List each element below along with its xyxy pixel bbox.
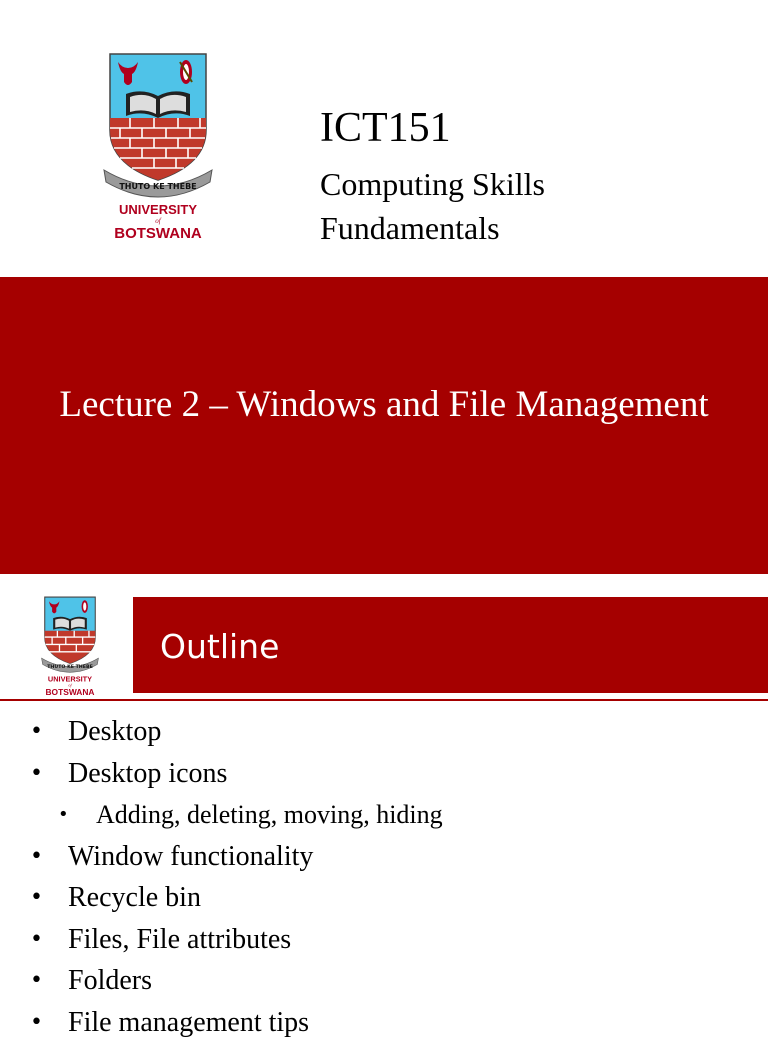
- bullet-text: Desktop: [68, 716, 162, 747]
- outline-bullet-list: [0, 711, 768, 1043]
- bullet-icon: •: [30, 885, 43, 910]
- logo-university-of: of: [155, 217, 161, 225]
- bullet-text: Folders: [68, 965, 152, 996]
- university-of-botswana-logo: [100, 52, 216, 242]
- outline-slide: [0, 578, 768, 1038]
- course-code: ICT151: [320, 105, 451, 151]
- lecture-title: Lecture 2 – Windows and File Management: [59, 384, 709, 425]
- title-underline: [0, 699, 768, 701]
- bullet-item: [0, 919, 768, 961]
- course-name: [320, 162, 545, 250]
- bullet-icon: •: [30, 1009, 43, 1035]
- outline-title-band: [133, 597, 768, 693]
- sub-bullet-item: [0, 794, 768, 836]
- logo-university-of: of: [68, 682, 72, 688]
- brick-wall-icon: [110, 118, 206, 180]
- bullet-icon: •: [30, 926, 43, 952]
- bullet-icon: •: [30, 968, 43, 993]
- course-name-line2: Fundamentals: [320, 210, 500, 246]
- bullet-icon: •: [58, 804, 69, 825]
- logo-university-line1: UNIVERSITY: [118, 202, 198, 217]
- logo-university-line2: BOTSWANA: [45, 686, 95, 696]
- outline-title: Outline: [160, 627, 280, 666]
- bullet-text: Files, File attributes: [68, 923, 292, 955]
- brick-wall-icon: [45, 631, 96, 664]
- bullet-item: [0, 753, 768, 795]
- bullet-item: [0, 877, 768, 919]
- bullet-text: Desktop icons: [68, 757, 228, 789]
- bullet-text: Window functionality: [68, 840, 314, 872]
- university-of-botswana-logo-small: [38, 596, 102, 696]
- bullet-text: Recycle bin: [68, 882, 201, 913]
- logo-motto: THUTO KE THEBE: [119, 182, 197, 191]
- emblem-icon: [82, 600, 88, 613]
- bullet-icon: •: [30, 719, 43, 744]
- emblem-icon: [180, 60, 192, 84]
- bullet-text: Adding, deleting, moving, hiding: [96, 800, 443, 829]
- bullet-icon: •: [30, 843, 43, 869]
- bullet-item: [0, 711, 768, 753]
- bullet-item: [0, 836, 768, 878]
- course-name-line1: Computing Skills: [320, 166, 545, 202]
- bullet-item: [0, 1002, 768, 1044]
- logo-university-line1: UNIVERSITY: [47, 674, 93, 684]
- logo-university-line2: BOTSWANA: [114, 225, 202, 242]
- logo-motto: THUTO KE THEBE: [47, 665, 93, 671]
- bullet-icon: •: [30, 760, 43, 786]
- bullet-text: File management tips: [68, 1006, 310, 1038]
- bullet-item: [0, 960, 768, 1002]
